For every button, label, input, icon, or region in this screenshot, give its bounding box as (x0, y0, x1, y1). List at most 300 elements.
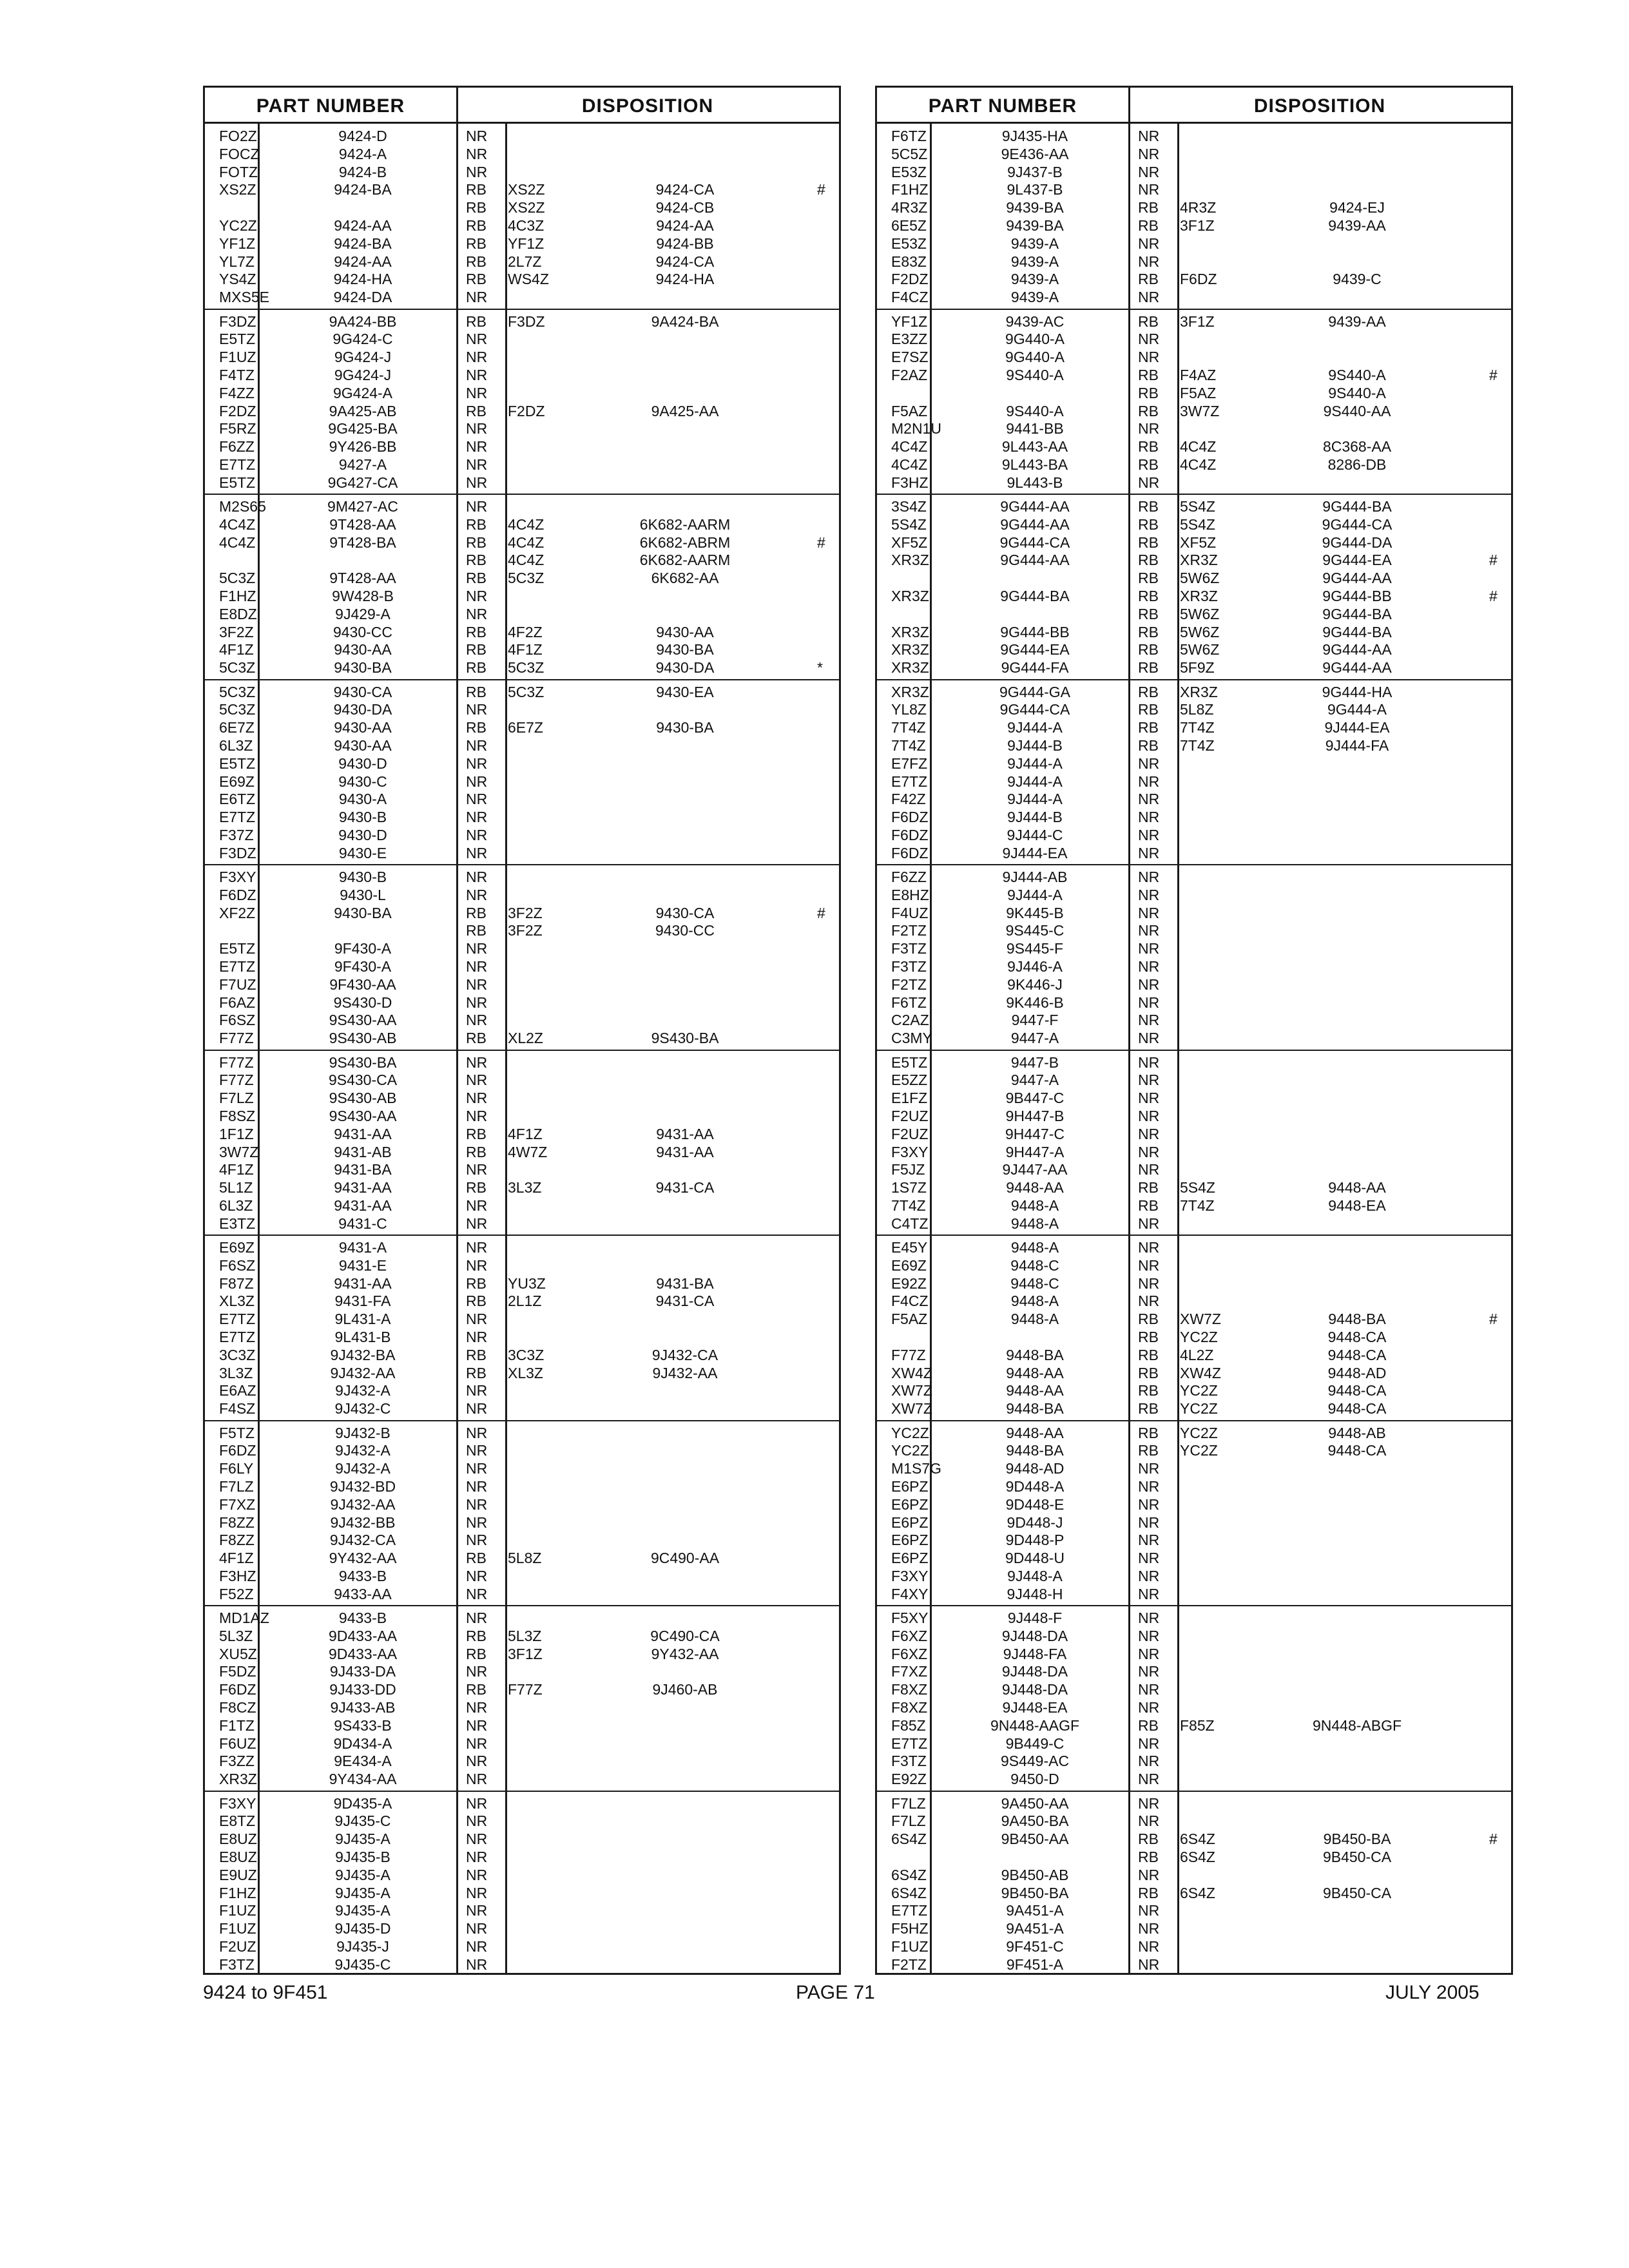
table-row (877, 1030, 1511, 1048)
part-number: 9S445-C (1005, 922, 1065, 939)
disposition-code: NR (466, 1831, 488, 1848)
disposition-code: NR (1138, 474, 1160, 491)
table-row (205, 181, 839, 199)
table-row (877, 1681, 1511, 1699)
new-part-number: 9431-AA (656, 1143, 714, 1160)
disposition-code: RB (466, 1179, 487, 1196)
new-part-prefix: 5L8Z (508, 1550, 542, 1567)
new-part-prefix: 2L1Z (508, 1293, 542, 1310)
part-number: 9S440-A (1006, 366, 1064, 383)
disposition-code: NR (466, 1424, 488, 1441)
part-number: 9430-C (338, 773, 387, 790)
part-number: 9439-AC (1005, 312, 1065, 330)
table-row (877, 994, 1511, 1012)
part-prefix: F1UZ (219, 349, 256, 366)
table-row (877, 1885, 1511, 1903)
disposition-code: NR (466, 605, 488, 622)
disposition-code: RB (1138, 1831, 1159, 1848)
disposition-code: RB (466, 1293, 487, 1310)
part-prefix: F52Z (219, 1585, 254, 1602)
new-part-prefix: 5L8Z (1180, 701, 1214, 718)
new-part-prefix: 5W6Z (1180, 570, 1220, 587)
disposition-code: NR (1138, 809, 1160, 826)
disposition-code: RB (466, 1125, 487, 1142)
table-row (205, 684, 839, 702)
part-prefix: E6PZ (891, 1514, 929, 1531)
part-prefix: E7TZ (891, 1735, 928, 1752)
table-row (877, 1400, 1511, 1418)
new-part-number: 9B450-CA (1322, 1884, 1392, 1901)
new-part-number: 9J460-AB (652, 1681, 718, 1698)
disposition-code: NR (466, 1920, 488, 1937)
table-row (205, 1400, 839, 1418)
part-prefix: C2AZ (891, 1012, 929, 1029)
table-row (877, 922, 1511, 940)
new-part-prefix: 5F9Z (1180, 659, 1215, 677)
part-number: 9J432-AA (330, 1495, 396, 1513)
disposition-code: NR (466, 1256, 488, 1274)
disposition-code: NR (1138, 1550, 1160, 1567)
disposition-code: RB (1138, 456, 1159, 473)
new-part-number: 9J444-EA (1324, 719, 1390, 736)
disposition-code: NR (466, 1716, 488, 1734)
part-prefix: F4CZ (891, 1293, 929, 1310)
group-separator (205, 679, 839, 680)
part-prefix: XS2Z (219, 181, 256, 198)
disposition-code: NR (1138, 940, 1160, 957)
disposition-code: RB (466, 1274, 487, 1292)
part-prefix: F6TZ (891, 128, 927, 144)
part-number: 9L431-A (334, 1311, 391, 1328)
part-prefix: C3MY (891, 1030, 932, 1047)
table-row (877, 1126, 1511, 1144)
part-number: 9G427-CA (327, 474, 398, 491)
table-row (877, 367, 1511, 385)
note-marker: # (817, 181, 825, 198)
new-part-number: 9G444-BB (1322, 588, 1392, 604)
table-row (205, 1496, 839, 1514)
part-number: 9447-A (1010, 1072, 1059, 1089)
part-number: 9448-A (1010, 1239, 1059, 1256)
table-row (877, 588, 1511, 606)
part-number: 9S430-AA (329, 1012, 397, 1029)
disposition-code: RB (466, 1346, 487, 1363)
disposition-code: NR (466, 1753, 488, 1770)
part-number: 9F430-A (334, 940, 392, 957)
disposition-code: NR (466, 1794, 488, 1812)
new-part-prefix: 6S4Z (1180, 1831, 1215, 1848)
table-row (205, 235, 839, 253)
part-number: 9J448-F (1007, 1610, 1063, 1626)
part-number: 9D433-AA (328, 1645, 398, 1662)
disposition-code: RB (1138, 438, 1159, 456)
part-number: 9G444-CA (999, 533, 1070, 551)
part-prefix: 7T4Z (891, 1196, 926, 1214)
disposition-code: RB (466, 922, 487, 939)
part-prefix: F6ZZ (891, 869, 927, 885)
table-row (877, 313, 1511, 331)
part-number: 9439-A (1010, 235, 1059, 252)
disposition-code: RB (1138, 641, 1159, 658)
table-row (205, 1072, 839, 1090)
part-prefix: F4CZ (891, 289, 929, 306)
disposition-code: NR (1138, 1663, 1160, 1680)
group-separator (205, 1050, 839, 1051)
part-prefix: E92Z (891, 1771, 927, 1788)
part-prefix: E69Z (891, 1256, 927, 1274)
new-part-prefix: YC2Z (1180, 1424, 1218, 1441)
part-prefix: E83Z (891, 253, 927, 270)
new-part-prefix: XL3Z (508, 1364, 543, 1381)
disposition-code: NR (1138, 1053, 1160, 1071)
table-row (205, 349, 839, 367)
table-row (205, 1382, 839, 1400)
table-row (205, 420, 839, 438)
disposition-code: RB (1138, 217, 1159, 234)
part-number: 9J432-B (335, 1424, 390, 1441)
disposition-code: RB (466, 552, 487, 569)
part-prefix: 4C4Z (891, 438, 928, 456)
new-part-prefix: 3L3Z (508, 1179, 542, 1196)
part-number: 9J448-EA (1002, 1699, 1068, 1716)
part-number: 9J447-AA (1002, 1161, 1068, 1178)
disposition-code: RB (1138, 623, 1159, 640)
part-prefix: F6TZ (891, 994, 927, 1011)
disposition-header: DISPOSITION (1253, 95, 1386, 117)
disposition-code: NR (466, 1072, 488, 1089)
disposition-code: NR (466, 1514, 488, 1531)
disposition-code: NR (466, 1884, 488, 1901)
group-separator (877, 494, 1511, 495)
table-row (877, 217, 1511, 235)
part-number: 9J432-C (334, 1400, 391, 1418)
part-number: 9L443-B (1007, 474, 1063, 491)
table-row (877, 1771, 1511, 1789)
note-marker: # (1489, 366, 1498, 383)
table-row (877, 271, 1511, 289)
disposition-code: RB (466, 533, 487, 551)
table-row (877, 1610, 1511, 1628)
new-part-number: 9G444-CA (1322, 515, 1393, 533)
new-part-number: 9430-DA (655, 659, 715, 677)
part-number: 9M427-AC (327, 498, 398, 515)
disposition-code: NR (1138, 1794, 1160, 1812)
disposition-code: NR (1138, 922, 1160, 939)
disposition-code: NR (1138, 253, 1160, 270)
part-prefix: E8UZ (219, 1831, 257, 1848)
part-prefix: 6S4Z (891, 1866, 927, 1883)
part-prefix: E5TZ (219, 754, 256, 772)
new-part-number: 9A424-BA (651, 312, 719, 330)
new-part-number: 9448-CA (1327, 1400, 1387, 1418)
part-prefix: F4UZ (891, 904, 929, 921)
table-row (877, 1902, 1511, 1920)
new-part-prefix: XR3Z (1180, 588, 1218, 604)
part-number: 9G444-FA (1001, 659, 1069, 677)
table-row (205, 403, 839, 421)
part-number: 9424-AA (334, 217, 392, 234)
part-prefix: F5AZ (891, 1311, 928, 1328)
part-prefix: F77Z (891, 1346, 926, 1363)
table-row (205, 659, 839, 677)
new-part-prefix: F6DZ (1180, 271, 1217, 288)
table-row (205, 1161, 839, 1179)
disposition-code: NR (1138, 791, 1160, 808)
part-number: 9439-BA (1006, 199, 1064, 216)
part-number: 9J448-FA (1003, 1645, 1067, 1662)
disposition-code: NR (466, 1699, 488, 1716)
table-row (205, 1460, 839, 1478)
table-row (205, 1795, 839, 1813)
disposition-code: RB (1138, 1382, 1159, 1399)
table-row (877, 1831, 1511, 1849)
disposition-code: RB (466, 1030, 487, 1047)
disposition-code: RB (1138, 1364, 1159, 1381)
part-number: 9S433-B (334, 1716, 392, 1734)
part-number: 9431-C (338, 1215, 387, 1232)
disposition-code: NR (466, 498, 488, 515)
part-number: 9J432-CA (329, 1532, 396, 1549)
disposition-code: NR (466, 1848, 488, 1865)
table-row (877, 1197, 1511, 1215)
table-row (205, 701, 839, 719)
part-prefix: F6UZ (219, 1735, 256, 1752)
part-prefix: F7UZ (219, 975, 256, 993)
part-prefix: XU5Z (219, 1645, 257, 1662)
disposition-code: RB (1138, 683, 1159, 700)
part-prefix: F3XY (891, 1143, 929, 1160)
part-prefix: XF5Z (891, 533, 928, 551)
part-number: 9448-A (1010, 1311, 1059, 1328)
new-part-prefix: XR3Z (1180, 552, 1218, 569)
table-row (205, 755, 839, 773)
part-number: 9433-AA (334, 1585, 392, 1602)
part-number: 9D448-U (1005, 1550, 1065, 1567)
part-prefix: 4F1Z (219, 1550, 254, 1567)
disposition-code: NR (1138, 1125, 1160, 1142)
table-row (877, 684, 1511, 702)
disposition-code: NR (1138, 235, 1160, 252)
part-number: 9441-BB (1006, 420, 1064, 437)
table-row (877, 791, 1511, 809)
part-number: 9448-BA (1006, 1442, 1064, 1459)
part-number: 9448-AD (1005, 1460, 1065, 1477)
disposition-code: NR (1138, 1681, 1160, 1698)
part-number: 9430-A (338, 791, 387, 808)
part-prefix: F8ZZ (219, 1514, 255, 1531)
disposition-code: NR (466, 869, 488, 885)
part-number: 9448-A (1010, 1215, 1059, 1232)
disposition-code: RB (1138, 1329, 1159, 1345)
table-row (205, 922, 839, 940)
part-number: 9L437-B (1007, 181, 1063, 198)
new-part-number: 9430-BA (656, 719, 714, 736)
disposition-code: NR (1138, 349, 1160, 366)
table-row (205, 1179, 839, 1197)
part-prefix: F85Z (891, 1716, 926, 1734)
disposition-code: NR (466, 384, 488, 401)
part-number: 9D448-P (1005, 1532, 1065, 1549)
part-number: 9A424-BB (329, 312, 397, 330)
disposition-code: RB (1138, 1716, 1159, 1734)
table-row (877, 1812, 1511, 1831)
part-prefix: E7TZ (219, 809, 256, 826)
disposition-code: NR (1138, 1274, 1160, 1292)
part-prefix: F6DZ (219, 1681, 256, 1698)
disposition-code: NR (1138, 1072, 1160, 1089)
part-prefix: F3HZ (891, 474, 929, 491)
disposition-code: NR (466, 349, 488, 366)
part-prefix: F2TZ (891, 922, 927, 939)
part-prefix: F3TZ (891, 1753, 927, 1770)
part-number: 9430-AA (334, 641, 392, 658)
new-part-number: 9448-BA (1328, 1311, 1386, 1328)
part-prefix: E5TZ (219, 474, 256, 491)
table-row (877, 641, 1511, 659)
table-row (877, 905, 1511, 923)
disposition-code: NR (466, 1382, 488, 1399)
new-part-number: 9N448-ABGF (1312, 1716, 1402, 1734)
part-prefix: XF2Z (219, 904, 256, 921)
part-number: 9J435-A (335, 1831, 390, 1848)
new-part-number: 9Y432-AA (651, 1645, 719, 1662)
part-prefix: 4R3Z (891, 199, 928, 216)
table-row (877, 1239, 1511, 1257)
note-marker: # (817, 904, 825, 921)
part-number: 9J432-A (335, 1460, 390, 1477)
table-row (877, 755, 1511, 773)
table-row (877, 701, 1511, 719)
disposition-code: NR (1138, 1645, 1160, 1662)
table-row (877, 1257, 1511, 1275)
group-separator (205, 309, 839, 310)
table-row (205, 1681, 839, 1699)
part-prefix: F3HZ (219, 1567, 256, 1584)
group-separator (877, 1791, 1511, 1792)
part-prefix: F7LZ (891, 1794, 926, 1812)
part-prefix: MXS5E (219, 289, 269, 306)
table-row (877, 958, 1511, 976)
table-row (205, 958, 839, 976)
table-row (877, 498, 1511, 516)
part-prefix: E7TZ (219, 1329, 256, 1345)
part-number: 9T428-AA (329, 570, 396, 587)
part-number: 9448-A (1010, 1196, 1059, 1214)
table-row (877, 420, 1511, 438)
part-number: 9H447-C (1005, 1125, 1065, 1142)
table-row (877, 1920, 1511, 1938)
new-part-prefix: 4F1Z (508, 1125, 543, 1142)
table-row (205, 498, 839, 516)
new-part-prefix: 3F1Z (1180, 312, 1215, 330)
part-prefix: F4XY (891, 1585, 929, 1602)
table-row (205, 1030, 839, 1048)
new-part-prefix: 3F1Z (1180, 217, 1215, 234)
part-number: 9431-AA (334, 1125, 392, 1142)
table-row (205, 552, 839, 570)
part-prefix: M2S65 (219, 498, 266, 515)
table-row (877, 1442, 1511, 1460)
footer-date: JULY 2005 (1385, 1982, 1480, 2003)
disposition-code: NR (466, 940, 488, 957)
part-prefix: F4ZZ (219, 384, 255, 401)
part-number: 9431-AA (334, 1274, 392, 1292)
new-part-number: 9431-BA (656, 1274, 714, 1292)
part-prefix: E5TZ (219, 940, 256, 957)
part-number: 9J432-A (335, 1382, 390, 1399)
part-number: 9431-E (338, 1256, 387, 1274)
disposition-code: RB (466, 904, 487, 921)
table-row (877, 737, 1511, 755)
part-number: 9S430-AB (329, 1030, 397, 1047)
table-row (877, 1496, 1511, 1514)
table-row (205, 1108, 839, 1126)
disposition-code: NR (466, 1812, 488, 1830)
new-part-prefix: 5W6Z (1180, 623, 1220, 640)
part-number: 9S445-F (1006, 940, 1064, 957)
disposition-code: RB (1138, 312, 1159, 330)
table-header (877, 88, 1511, 124)
disposition-code: NR (1138, 1610, 1160, 1626)
part-number: 9433-B (338, 1567, 387, 1584)
part-prefix: E6PZ (891, 1550, 929, 1567)
part-number: 9431-FA (334, 1293, 391, 1310)
part-prefix: F2UZ (891, 1125, 929, 1142)
disposition-code: NR (466, 145, 488, 162)
disposition-code: NR (1138, 1477, 1160, 1495)
table-row (205, 1938, 839, 1956)
part-number: 9B449-C (1005, 1735, 1065, 1752)
table-row (205, 1442, 839, 1460)
part-number: 9S430-BA (329, 1053, 397, 1071)
table-row (205, 845, 839, 863)
new-part-number: 9S430-BA (651, 1030, 719, 1047)
new-part-number: 9448-AD (1327, 1364, 1387, 1381)
part-prefix: M2N1U (891, 420, 941, 437)
new-part-number: 9448-AB (1328, 1424, 1386, 1441)
table-row (205, 1717, 839, 1735)
part-number: 9A451-A (1006, 1902, 1064, 1919)
table-row (205, 474, 839, 492)
table-row (877, 331, 1511, 349)
disposition-code: NR (1138, 1920, 1160, 1937)
disposition-code: RB (466, 217, 487, 234)
disposition-code: NR (466, 331, 488, 348)
new-part-prefix: 4C4Z (508, 515, 545, 533)
table-row (877, 1072, 1511, 1090)
table-row (205, 289, 839, 307)
part-prefix: YF1Z (891, 312, 928, 330)
part-prefix: XR3Z (891, 641, 929, 658)
part-number-header: PART NUMBER (256, 95, 405, 117)
disposition-code: NR (1138, 420, 1160, 437)
table-row (205, 1239, 839, 1257)
part-number: 9431-AA (334, 1179, 392, 1196)
disposition-code: RB (1138, 1346, 1159, 1363)
disposition-code: RB (1138, 199, 1159, 216)
part-prefix: F7LZ (219, 1090, 254, 1107)
disposition-code: RB (466, 1550, 487, 1567)
new-part-prefix: 4W7Z (508, 1143, 548, 1160)
part-number: 9G440-A (1005, 331, 1065, 348)
disposition-code: NR (466, 844, 488, 861)
group-separator (877, 864, 1511, 865)
part-prefix: F3TZ (891, 940, 927, 957)
part-number: 9A425-AB (329, 402, 397, 419)
table-row (877, 164, 1511, 182)
part-prefix: 5C5Z (891, 145, 928, 162)
part-prefix: 5C3Z (219, 701, 256, 718)
